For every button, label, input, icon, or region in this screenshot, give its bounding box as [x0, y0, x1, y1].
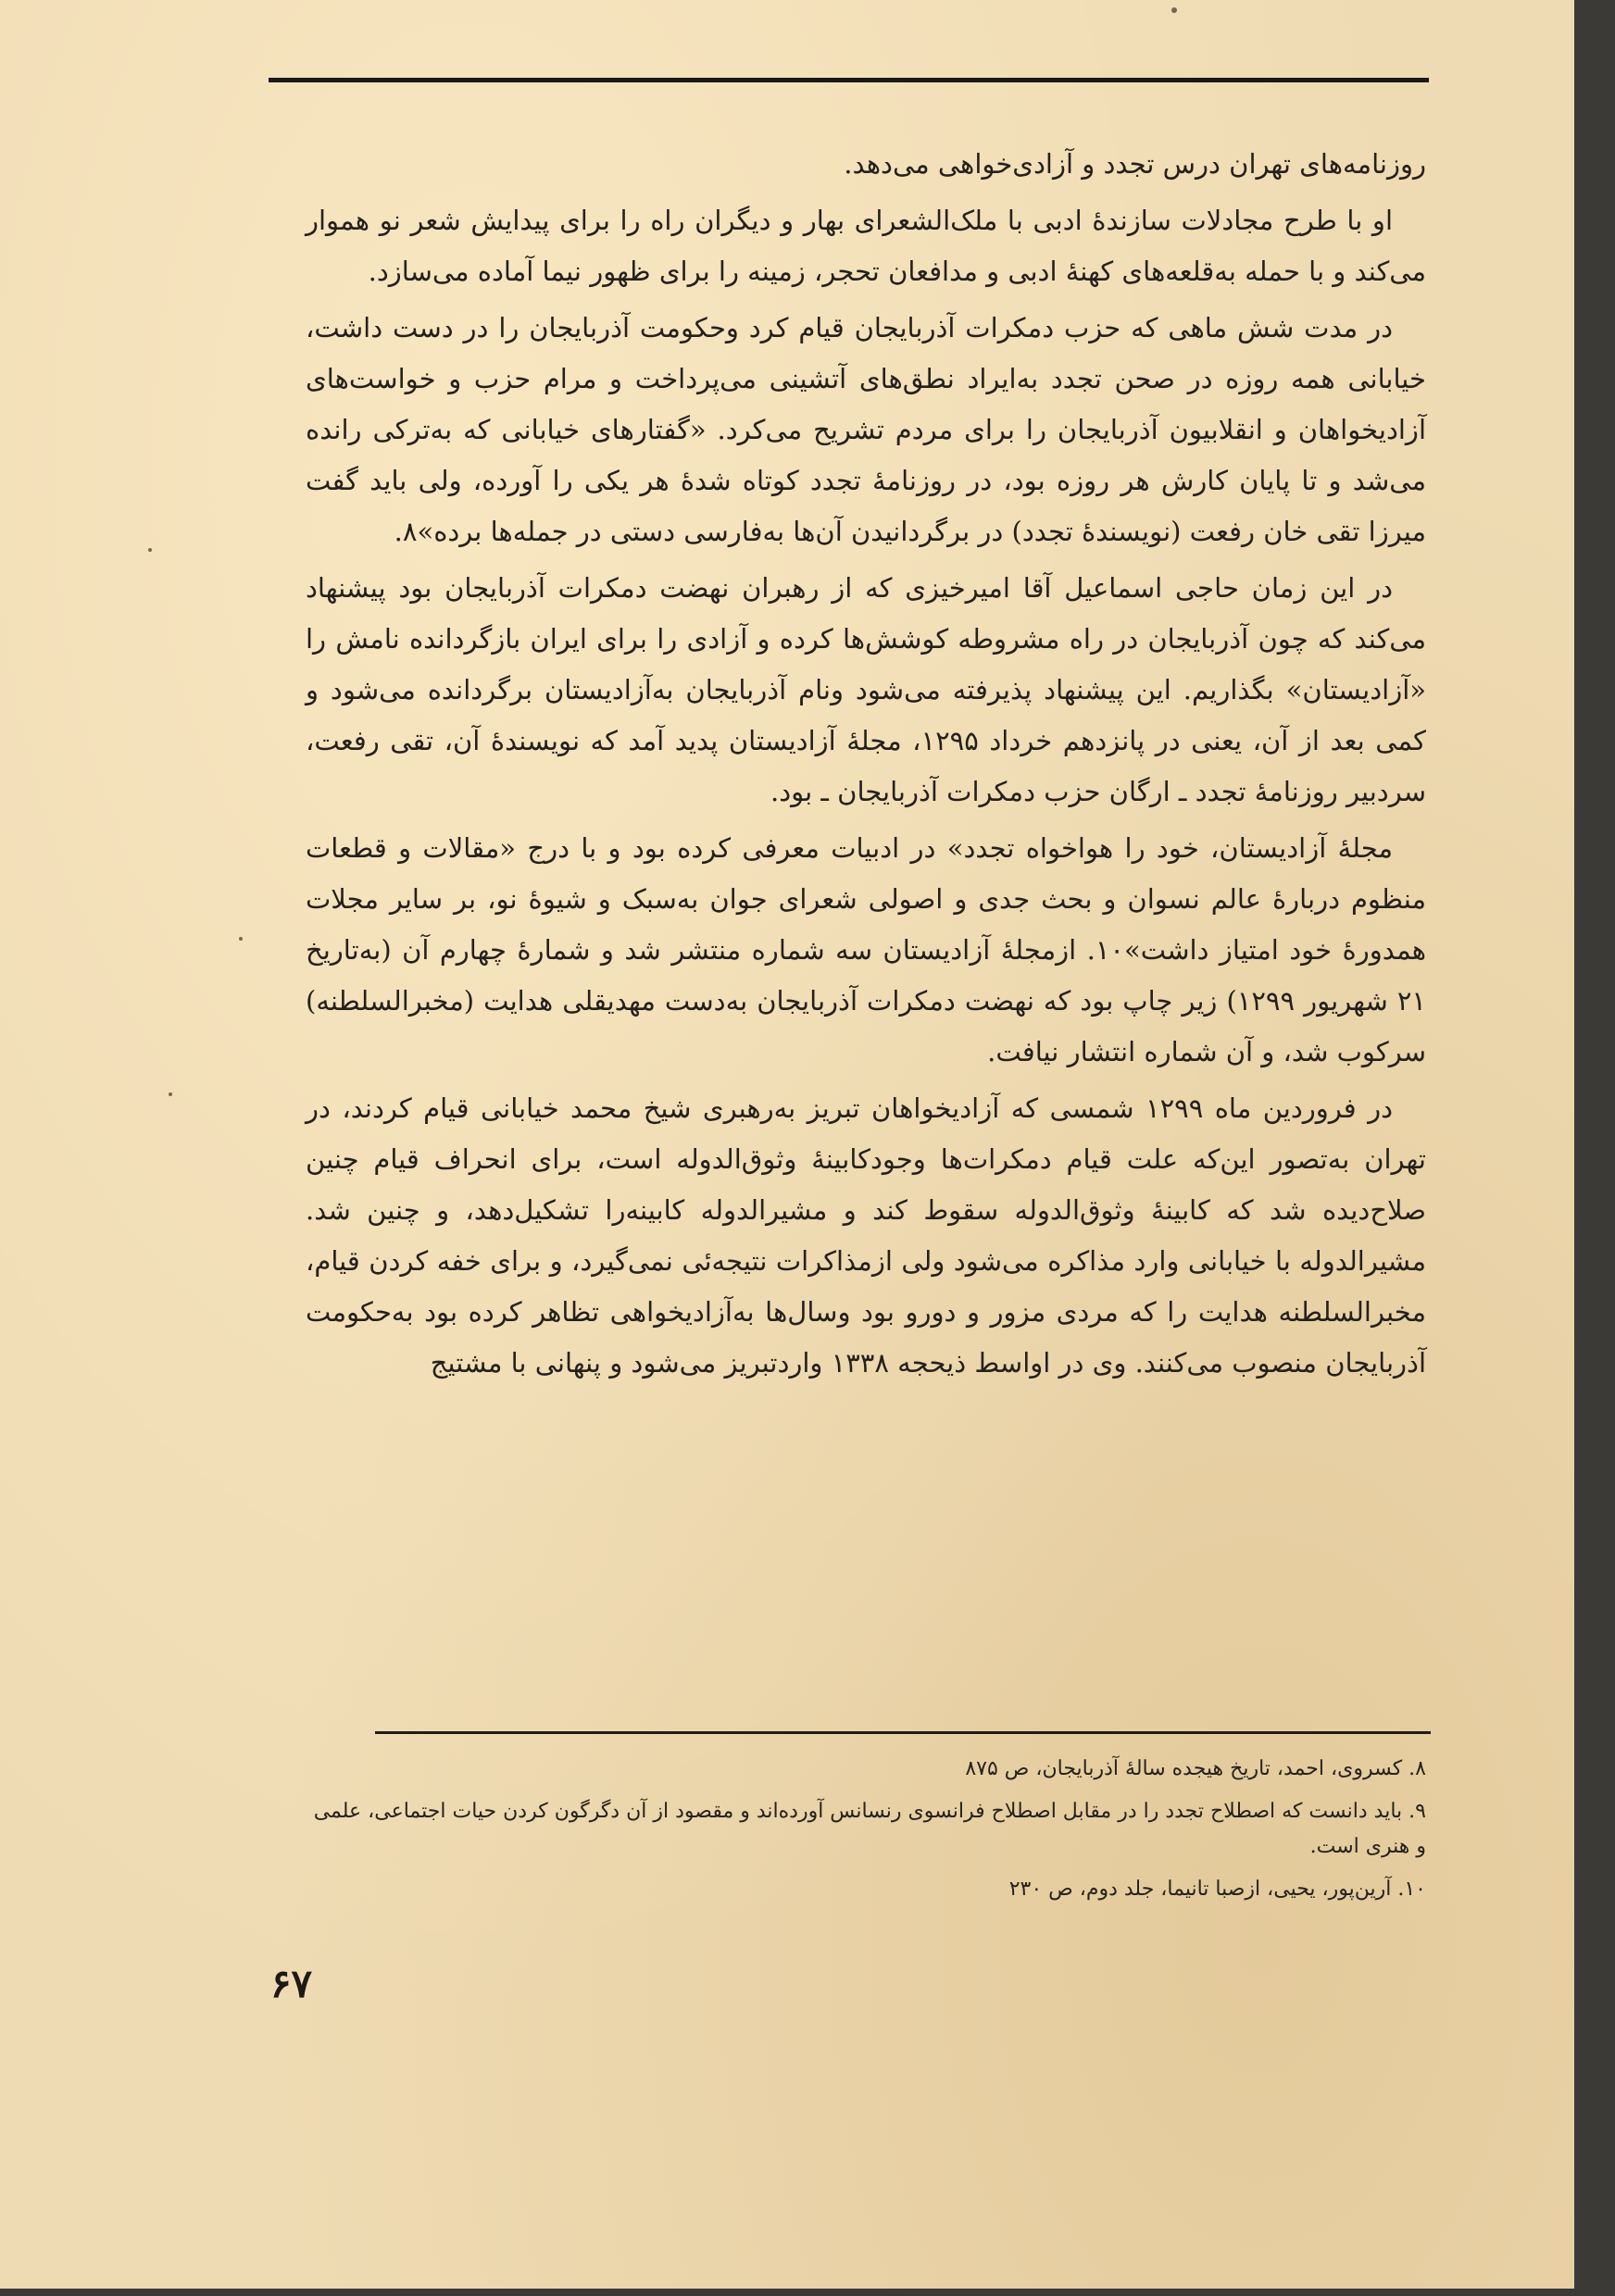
ink-speck — [148, 548, 152, 552]
ink-speck — [1171, 7, 1177, 13]
footnote: ۸. کسروی، احمد، تاریخ هیجده سالهٔ آذربایجان، ص ۸۷۵ — [965, 1757, 1426, 1780]
paragraph: در این زمان حاجی اسماعیل آقا امیرخیزی که از رهبران نهضت دمکرات آذربایجان بود پیشنهاد می‌کند که چون آذربایجان در راه مشروطه کوشش‌ها کرده و آزادی را برای ایران بازگردانده نامش را «آزادیستان» بگذاریم. این پیشنهاد پذیرفته می‌شود ونام آذربایجان به‌آزادیستان برگردانده می‌شود و کمی بعد از آن، یعنی در پانزدهم خرداد ۱۲۹۵، مجلهٔ آزادیستان پدید آمد که نویسندهٔ آن، تقی رفعت، سردبیر روزنامهٔ تجدد ـ ارگان حزب دمکرات آذربایجان ـ بود. — [306, 572, 1426, 807]
footnote: ۹. باید دانست که اصطلاح تجدد را در مقابل اصطلاح فرانسوی رنسانس آورده‌اند و مقصود از آن دگرگون کردن حیات اجتماعی، علمی و هنری است. — [313, 1800, 1426, 1858]
paragraph: در فروردین ماه ۱۲۹۹ شمسی که آزادیخواهان تبریز به‌رهبری شیخ محمد خیابانی قیام کردند، در تهران به‌تصور این‌که علت قیام دمکرات‌ها وجودکابینهٔ وثوق‌الدوله است، برای انحراف قیام چنین صلاح‌دیده شد که کابینهٔ وثوق‌الدوله سقوط کند و مشیرالدوله کابینه‌را تشکیل‌دهد، و چنین شد. مشیرالدوله با خیابانی وارد مذاکره می‌شود ولی ازمذاکرات نتیجه‌ئی نمی‌گیرد، و برای خفه کردن قیام، مخبرالسلطنه هدایت را که مردی مزور و دورو بود وسال‌ها به‌آزادیخواهی تظاهر کرده بود به‌حکومت آذربایجان منصوب می‌کنند. وی در اواسط ذیحجه ۱۳۳۸ واردتبریز می‌شود و پنهانی با مشتیج — [306, 1092, 1426, 1379]
header-rule — [269, 78, 1429, 82]
paragraph: در مدت شش ماهی که حزب دمکرات آذربایجان قیام کرد وحکومت آذربایجان را در دست داشت، خیابانی همه روزه در صحن تجدد به‌ایراد نطق‌های آتشینی می‌پرداخت و مرام حزب و خواست‌های آزادیخواهان و انقلابیون آذربایجان را برای مردم تشریح می‌کرد. «گفتارهای خیابانی که به‌ترکی رانده می‌شد و تا پایان کارش هر روزه بود، در روزنامهٔ تجدد کوتاه شدهٔ هر یکی را آورده، ولی باید گفت میرزا تقی خان رفعت (نویسندهٔ تجدد) در برگردانیدن آن‌ها به‌فارسی دستی در جمله‌ها برده»۸. — [306, 312, 1426, 547]
footnote-rule — [375, 1731, 1431, 1734]
ink-speck — [239, 937, 243, 941]
paragraph: او با طرح مجادلات سازندهٔ ادبی با ملک‌الشعرای بهار و دیگران راه را برای پیدایش شعر نو هموار می‌کند و با حمله به‌قلعه‌های کهنهٔ ادبی و مدافعان تحجر، زمینه را برای ظهور نیما آماده می‌سازد. — [306, 205, 1426, 287]
footnote: ۱۰. آرین‌پور، یحیی، ازصبا تانیما، جلد دوم، ص ۲۳۰ — [1008, 1878, 1426, 1901]
footnotes — [310, 1752, 1426, 1915]
paragraph: مجلهٔ آزادیستان، خود را هواخواه تجدد» در ادبیات معرفی کرده بود و با درج «مقالات و قطعات منظوم دربارهٔ عالم نسوان و بحث جدی و اصولی شعرای جوان به‌سبک و شیوهٔ نو، بر سایر مجلات همدورهٔ خود امتیاز داشت»۱۰. ازمجلهٔ آزادیستان سه شماره منتشر شد و شمارهٔ چهارم آن (به‌تاریخ ۲۱ شهریور ۱۲۹۹) زیر چاپ بود که نهضت دمکرات آذربایجان به‌دست مهدیقلی هدایت (مخبرالسلطنه) سرکوب شد، و آن شماره انتشار نیافت. — [306, 832, 1426, 1067]
page-number: ۶۷ — [270, 1961, 313, 2006]
body-text — [306, 139, 1426, 1389]
paragraph: روزنامه‌های تهران درس تجدد و آزادی‌خواهی می‌دهد. — [844, 148, 1426, 180]
ink-speck — [169, 1092, 172, 1096]
